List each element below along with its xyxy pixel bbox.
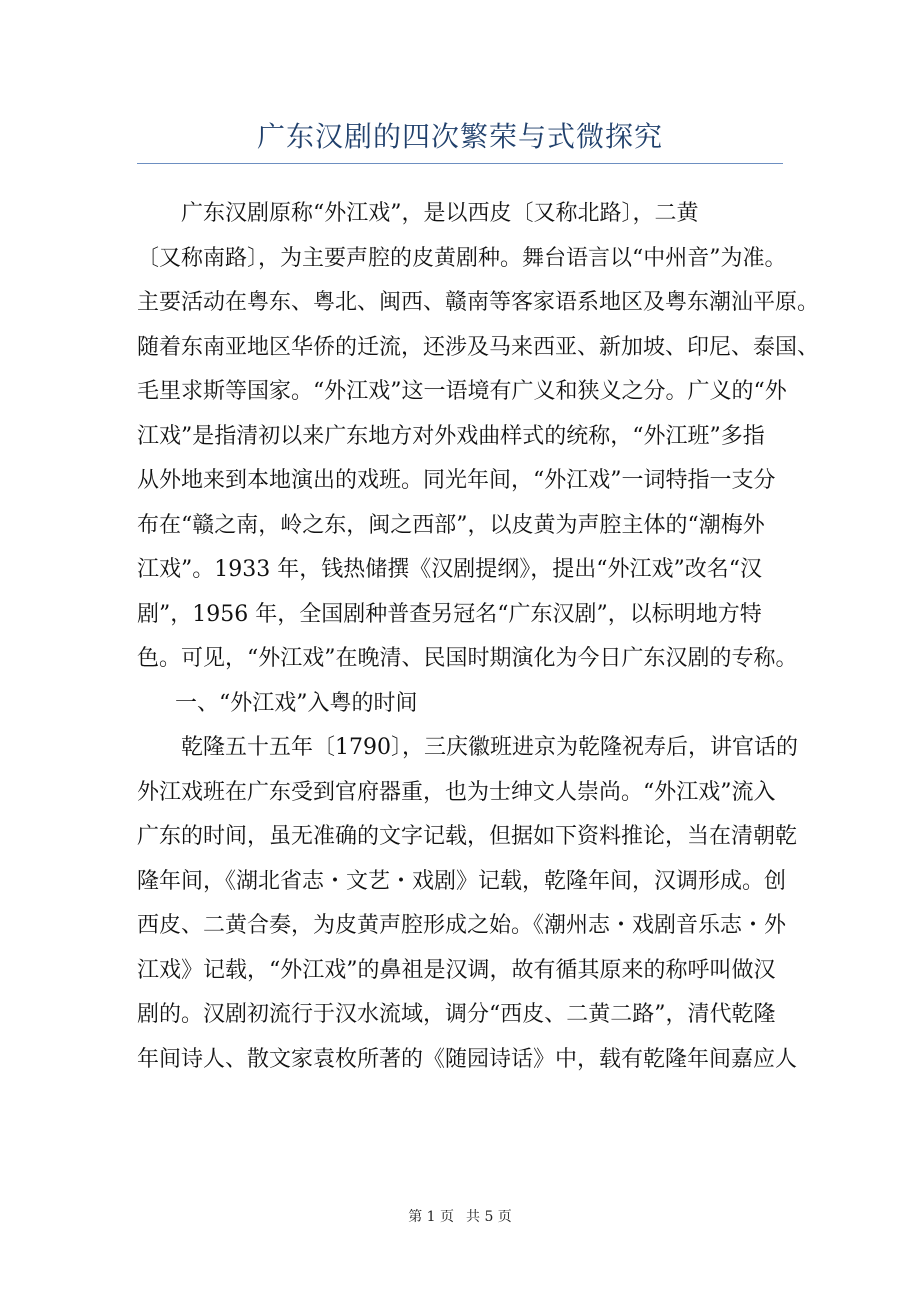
title-divider: [137, 163, 783, 164]
paragraph-line: 随着东南亚地区华侨的迁流，还涉及马来西亚、新加坡、印尼、泰国、: [137, 334, 820, 360]
page-number: 第 1 页: [408, 1209, 454, 1225]
paragraph-line: 从外地来到本地演出的戏班。同光年间，“外江戏”一词特指一支分: [137, 468, 776, 493]
paragraph-line: 广东汉剧原称“外江戏”，是以西皮〔又称北路〕，二黄: [181, 201, 699, 226]
page-footer: [0, 1207, 920, 1227]
paragraph-line: 江戏”。1933 年，钱热储撰《汉剧提纲》，提出“外江戏”改名“汉: [137, 557, 762, 582]
paragraph-line: 布在“赣之南，岭之东，闽之西部”，以皮黄为声腔主体的“潮梅外: [137, 512, 765, 538]
document-title: 广东汉剧的四次繁荣与式微探究: [256, 120, 663, 153]
paragraph-line: 色。可见，“外江戏”在晚清、民国时期演化为今日广东汉剧的专称。: [137, 646, 798, 671]
paragraph-line: 剧”，1956 年，全国剧种普查另冠名“广东汉剧”，以标明地方特: [137, 601, 762, 627]
paragraph-line: 年间诗人、散文家袁枚所著的《随园诗话》中，载有乾隆年间嘉应人: [137, 1046, 798, 1072]
paragraph-line: 隆年间，《湖北省志・文艺・戏剧》记载，乾隆年间，汉调形成。创: [137, 868, 787, 894]
paragraph-line: 江戏”是指清初以来广东地方对外戏曲样式的统称，“外江班”多指: [137, 423, 765, 449]
paragraph-line: 西皮、二黄合奏，为皮黄声腔形成之始。《潮州志・戏剧音乐志・外: [137, 913, 787, 938]
paragraph-line: 乾隆五十五年〔1790〕，三庆徽班进京为乾隆祝寿后，讲官话的: [181, 735, 798, 760]
document-body: [137, 192, 820, 1082]
paragraph-line: 〔又称南路〕，为主要声腔的皮黄剧种。舞台语言以“中州音”为准。: [137, 245, 787, 271]
section-heading: 一、“外江戏”入粤的时间: [175, 690, 418, 716]
paragraph-line: 江戏》记载，“外江戏”的鼻祖是汉调，故有循其原来的称呼叫做汉: [137, 957, 776, 983]
paragraph-line: 剧的。汉剧初流行于汉水流域，调分“西皮、二黄二路”，清代乾隆: [137, 1002, 776, 1027]
paragraph-line: 外江戏班在广东受到官府器重，也为士绅文人崇尚。“外江戏”流入: [137, 779, 776, 805]
paragraph-line: 主要活动在粤东、粤北、闽西、赣南等客家语系地区及粤东潮汕平原。: [137, 290, 820, 315]
page-total: 共 5 页: [466, 1209, 512, 1225]
paragraph-line: 广东的时间，虽无准确的文字记载，但据如下资料推论，当在清朝乾: [137, 824, 798, 849]
paragraph-line: 毛里求斯等国家。“外江戏”这一语境有广义和狭义之分。广义的“外: [137, 379, 787, 404]
